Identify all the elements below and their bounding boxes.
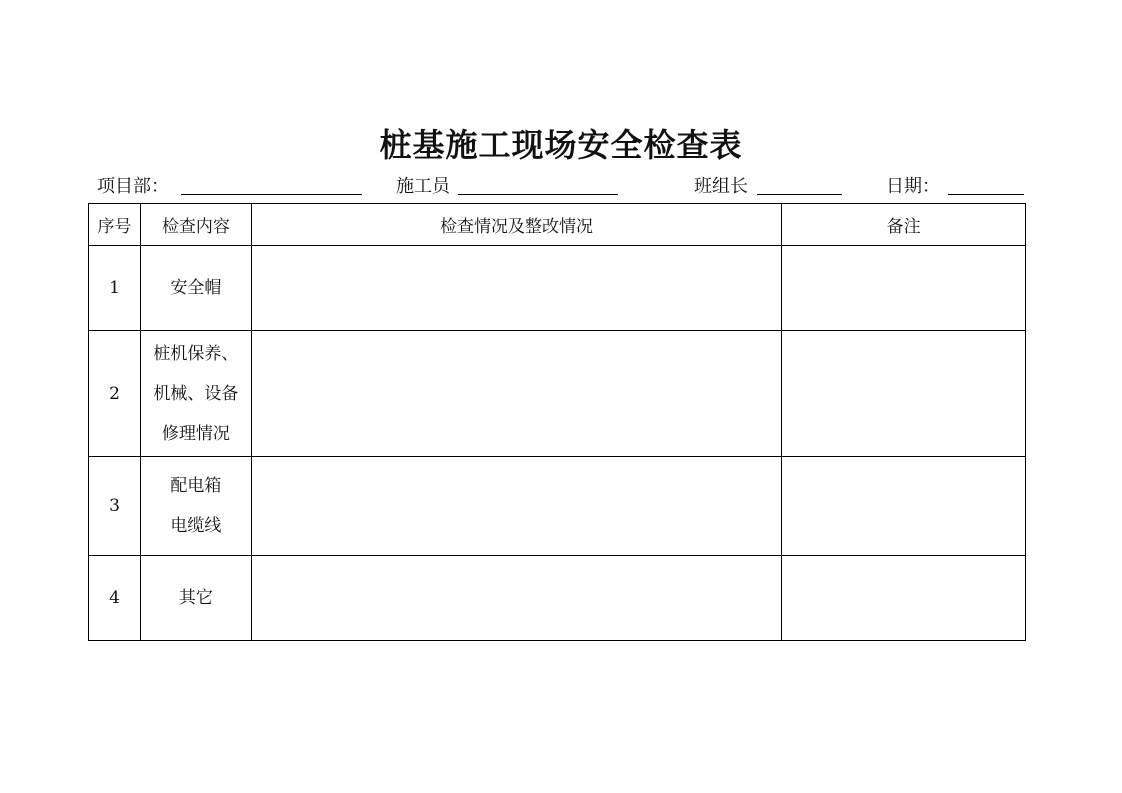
row-item (140, 246, 251, 331)
date-label: 日期： (886, 176, 940, 197)
table-header-row (89, 204, 1026, 246)
col-header-remark: 备注 (782, 204, 1026, 246)
remark-cell[interactable] (782, 331, 1026, 457)
result-cell[interactable] (251, 331, 781, 457)
project-field[interactable] (181, 194, 362, 195)
inspection-table (88, 203, 1026, 641)
item-line: 修理情况 (161, 423, 230, 444)
row-item (140, 331, 251, 457)
item-line: 其它 (178, 588, 213, 608)
page-title: 桩基施工现场安全检查表 (379, 126, 743, 164)
project-label: 项目部： (97, 176, 169, 197)
row-item (140, 556, 251, 641)
remark-cell[interactable] (782, 556, 1026, 641)
result-cell[interactable] (251, 556, 781, 641)
item-line: 桩机保养、 (153, 343, 239, 364)
item-line: 配电箱 (170, 476, 222, 496)
col-header-result: 检查情况及整改情况 (251, 204, 781, 246)
table-row (89, 457, 1026, 556)
col-header-item: 检查内容 (140, 204, 251, 246)
row-no: 2 (89, 331, 141, 457)
remark-cell[interactable] (782, 457, 1026, 556)
leader-label: 班组长 (694, 176, 748, 197)
row-no: 4 (89, 556, 141, 641)
date-field[interactable] (948, 194, 1024, 195)
table-row (89, 246, 1026, 331)
worker-field[interactable] (458, 194, 618, 195)
row-item (140, 457, 251, 556)
worker-label: 施工员 (396, 176, 450, 197)
result-cell[interactable] (251, 246, 781, 331)
item-line: 安全帽 (170, 278, 222, 298)
row-no: 1 (89, 246, 141, 331)
item-line: 电缆线 (170, 516, 222, 536)
row-no: 3 (89, 457, 141, 556)
col-header-no: 序号 (89, 204, 141, 246)
item-line: 机械、设备 (153, 383, 239, 404)
table-row (89, 331, 1026, 457)
table-row (89, 556, 1026, 641)
result-cell[interactable] (251, 457, 781, 556)
remark-cell[interactable] (782, 246, 1026, 331)
leader-field[interactable] (757, 194, 842, 195)
